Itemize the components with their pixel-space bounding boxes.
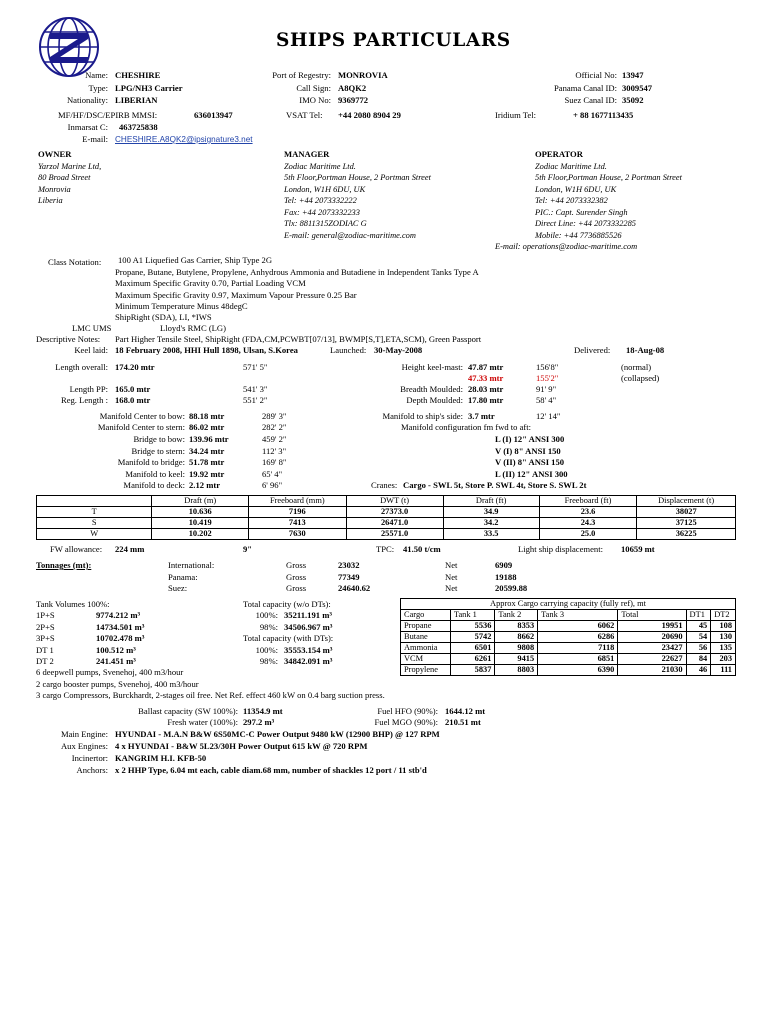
descriptive-notes-label: Descriptive Notes: [36, 334, 101, 344]
manifold-ft: 6' 96" [262, 480, 283, 490]
table-row [37, 507, 736, 518]
table-cell: 37125 [637, 518, 736, 529]
pumps-line: 2 cargo booster pumps, Svenehoj, 400 m3/hour [36, 679, 199, 689]
mmsi-label: MF/HF/DSC/EPIRB MMSI: [58, 110, 158, 120]
table-row [37, 529, 736, 540]
total-w-98-label: 98%: [259, 656, 278, 666]
depth-moulded-ft: 58' 4" [536, 395, 557, 405]
pumps-line: 3 cargo Compressors, Burckhardt, 2-stages oil free. Net Ref. effect 460 kW on 0.4 barg suction press. [36, 690, 385, 700]
tonnage-name: Suez: [168, 583, 188, 593]
tank-name: DT 1 [36, 645, 54, 655]
nationality-label: Nationality: [66, 95, 108, 105]
ballast-capacity: 11354.9 mt [243, 706, 283, 716]
manager-line: London, W1H 6DU, UK [284, 185, 366, 194]
table-cell: 7630 [249, 529, 347, 540]
cranes-label: Cranes: [371, 480, 398, 490]
keel-mast-collapsed: 47.33 mtr [468, 373, 504, 383]
operator-email: E-mail: operations@zodiac-maritime.com [495, 242, 638, 251]
email-label: E-mail: [82, 134, 108, 144]
iridium-label: Iridium Tel: [495, 110, 537, 120]
manifold-ft: 459' 2" [262, 434, 287, 444]
class-line: Maximum Specific Gravity 0.97, Maximum Vapour Pressure 0.25 Bar [115, 290, 357, 300]
class-line: Minimum Temperature Minus 48degC [115, 301, 248, 311]
fw-allowance: 224 mm [115, 544, 145, 554]
table-cell: 54 [686, 632, 711, 643]
depth-moulded: 17.80 mtr [468, 395, 504, 405]
manifold-label: Manifold to deck: [123, 480, 185, 490]
fresh-water: 297.2 m³ [243, 717, 275, 727]
table-header-cell: Cargo [401, 610, 451, 621]
manifold-label: Manifold Center to stern: [97, 422, 185, 432]
company-logo [38, 16, 100, 78]
manifold-side-label: Manifold to ship's side: [382, 411, 463, 421]
suez-label: Suez Canal ID: [564, 95, 617, 105]
aux-engines: 4 x HYUNDAI - B&W 5L23/30H Power Output 615 kW @ 720 RPM [115, 741, 368, 751]
table-row [401, 632, 736, 643]
breadth-moulded-ft: 91' 9" [536, 384, 557, 394]
length-pp: 165.0 mtr [115, 384, 151, 394]
tpc: 41.50 t/cm [403, 544, 441, 554]
manifold-value: 34.24 mtr [189, 446, 225, 456]
imo-number: 9369772 [338, 95, 369, 105]
class-line: Propane, Butane, Butylene, Propylene, Anhydrous Ammonia and Butadiene in Independent Tanks Type A [115, 267, 479, 277]
manifold-label: Bridge to bow: [133, 434, 185, 444]
operator-line: 5th Floor,Portman House, 2 Portman Street [535, 173, 682, 182]
manifold-value: 2.12 mtr [189, 480, 221, 490]
operator-line: London, W1H 6DU, UK [535, 185, 617, 194]
imo-label: IMO No: [299, 95, 331, 105]
class-notation-label: Class Notation: [48, 257, 102, 267]
fuel-hfo: 1644.12 mt [445, 706, 486, 716]
tank-name: 1P+S [36, 610, 55, 620]
suez-id: 35092 [622, 95, 644, 105]
table-caption-row [401, 599, 736, 610]
manifold-config: V (II) 8" ANSI 150 [495, 457, 565, 467]
manager-line: Tlx: 8811315ZODIAC G [284, 219, 367, 228]
panama-label: Panama Canal ID: [553, 83, 617, 93]
manifold-value: 51.78 mtr [189, 457, 225, 467]
fuel-mgo: 210.51 mt [445, 717, 481, 727]
table-cell: 38027 [637, 507, 736, 518]
tpc-label: TPC: [376, 544, 395, 554]
manager-line: E-mail: general@zodiac-maritime.com [284, 231, 416, 240]
vsat-label: VSAT Tel: [286, 110, 323, 120]
cranes: Cargo - SWL 5t, Store P. SWL 4t, Store S. SWL 2t [403, 480, 587, 490]
operator-heading: OPERATOR [535, 149, 583, 159]
tank-name: DT 2 [36, 656, 54, 666]
keel-mast-collapsed-ft: 155'2" [536, 373, 559, 383]
tonnage-gross: 77349 [338, 572, 360, 582]
table-cell: 10.202 [152, 529, 249, 540]
tank-volume: 9774.212 m³ [96, 610, 141, 620]
manifold-value: 139.96 mtr [189, 434, 229, 444]
table-cell: 9808 [495, 643, 538, 654]
delivered: 18-Aug-08 [626, 345, 665, 355]
operator-line: Direct Line: +44 2073332285 [535, 219, 636, 228]
manifold-ft: 65' 4" [262, 469, 283, 479]
table-cell: 5536 [450, 621, 495, 632]
main-engine: HYUNDAI - M.A.N B&W 6S50MC-C Power Output 9480 kW (12900 BHP) @ 127 RPM [115, 729, 440, 739]
cargo-capacity-table [400, 598, 736, 676]
table-header-cell [37, 496, 152, 507]
tonnage-gross: 23032 [338, 560, 360, 570]
manifold-value: 88.18 mtr [189, 411, 225, 421]
total-w-100: 35553.154 m³ [284, 645, 333, 655]
tonnage-net-label: Net [445, 583, 458, 593]
iridium-tel: + 88 1677113435 [573, 110, 634, 120]
table-header-row [37, 496, 736, 507]
length-overall: 174.20 mtr [115, 362, 155, 372]
lloyds-rmc: Lloyd's RMC (LG) [160, 323, 227, 333]
owner-line: Yarzol Marine Ltd, [38, 162, 102, 171]
owner-line: 80 Broad Street [38, 173, 91, 182]
table-header-row [401, 610, 736, 621]
incinerator: KANGRIM H.I. KFB-50 [115, 753, 207, 763]
manifold-label: Manifold to bridge: [117, 457, 185, 467]
manifold-config-label: Manifold configuration fm fwd to aft: [401, 422, 532, 432]
total-w-label: Total capacity (with DTs): [243, 633, 334, 643]
table-cell: 34.9 [443, 507, 539, 518]
anchors: x 2 HHP Type, 6.04 mt each, cable diam.68 mm, number of shackles 12 port / 11 stb'd [115, 765, 427, 775]
table-header-cell: Tank 1 [450, 610, 495, 621]
inmarsat-c: 463725838 [119, 122, 158, 132]
pumps-line: 6 deepwell pumps, Svenehoj, 400 m3/hour [36, 667, 184, 677]
panama-id: 3009547 [622, 83, 653, 93]
keel-mast-normal: 47.87 mtr [468, 362, 504, 372]
table-cell: 25571.0 [346, 529, 443, 540]
port-of-registry: MONROVIA [338, 70, 388, 80]
fw-allowance-label: FW allowance: [50, 544, 103, 554]
table-cell: S [37, 518, 152, 529]
table-cell: 6062 [538, 621, 618, 632]
table-cell: 111 [711, 665, 736, 676]
table-cell: 23.6 [539, 507, 637, 518]
mgo-label: Fuel MGO (90%): [374, 717, 438, 727]
hfo-label: Fuel HFO (90%): [377, 706, 438, 716]
owner-line: Monrovia [38, 185, 71, 194]
delivered-label: Delivered: [574, 345, 611, 355]
table-cell: 108 [711, 621, 736, 632]
operator-line: Mobile: +44 7736885526 [535, 231, 622, 240]
table-header-cell: Tank 2 [495, 610, 538, 621]
tonnage-net-label: Net [445, 572, 458, 582]
official-label: Official No: [575, 70, 617, 80]
call-sign: A8QK2 [338, 83, 367, 93]
tonnage-net-label: Net [445, 560, 458, 570]
tank-name: 3P+S [36, 633, 55, 643]
table-cell: 203 [711, 654, 736, 665]
table-cell: 27373.0 [346, 507, 443, 518]
official-number: 13947 [622, 70, 644, 80]
name-label: Name: [85, 70, 108, 80]
table-cell: W [37, 529, 152, 540]
length-pp-ft: 541' 3" [243, 384, 268, 394]
table-cell: 33.5 [443, 529, 539, 540]
table-cell: 34.2 [443, 518, 539, 529]
tank-volumes-label: Tank Volumes 100%: [36, 599, 110, 609]
reg-length: 168.0 mtr [115, 395, 151, 405]
table-cell: VCM [401, 654, 451, 665]
ship-type: LPG/NH3 Carrier [115, 83, 183, 93]
tonnage-gross-label: Gross [286, 572, 307, 582]
table-cell: 10.419 [152, 518, 249, 529]
table-cell: T [37, 507, 152, 518]
total-wo-98: 34506.967 m³ [284, 622, 333, 632]
table-header-cell: DT2 [711, 610, 736, 621]
main-engine-label: Main Engine: [60, 729, 108, 739]
ship-email-link[interactable]: CHESHIRE.A8QK2@ipsignature3.net [115, 135, 253, 144]
reg-length-ft: 551' 2" [243, 395, 268, 405]
table-cell: 23427 [618, 643, 686, 654]
light-ship-label: Light ship displacement: [518, 544, 603, 554]
table-header-cell: Draft (m) [152, 496, 249, 507]
manifold-label: Manifold Center to bow: [99, 411, 185, 421]
manifold-config: V (I) 8" ANSI 150 [495, 446, 561, 456]
keel-mast-normal-ft: 156'8" [536, 362, 559, 372]
table-row [401, 621, 736, 632]
class-line: 100 A1 Liquefied Gas Carrier, Ship Type 2G [118, 255, 273, 265]
keel-mast-label: Height keel-mast: [401, 362, 463, 372]
tank-volume: 10702.478 m³ [96, 633, 145, 643]
ship-name: CHESHIRE [115, 70, 161, 80]
owner-line: Liberia [38, 196, 63, 205]
manifold-ft: 112' 3" [262, 446, 287, 456]
table-cell: 6286 [538, 632, 618, 643]
table-cell: 56 [686, 643, 711, 654]
manager-line: Zodiac Maritime Ltd. [284, 162, 356, 171]
manager-heading: MANAGER [284, 149, 330, 159]
table-cell: 45 [686, 621, 711, 632]
table-header-cell: Total [618, 610, 686, 621]
tonnage-name: Panama: [168, 572, 198, 582]
keel-laid-label: Keel laid: [74, 345, 108, 355]
manifold-value: 86.02 mtr [189, 422, 225, 432]
length-overall-ft: 571' 5" [243, 362, 268, 372]
fw-allowance-inch: 9" [243, 544, 253, 554]
total-w-98: 34842.091 m³ [284, 656, 333, 666]
tonnage-gross: 24640.62 [338, 583, 371, 593]
total-w-100-label: 100%: [255, 645, 278, 655]
tank-volume: 14734.501 m³ [96, 622, 145, 632]
callsign-label: Call Sign: [296, 83, 331, 93]
type-label: Type: [88, 83, 108, 93]
table-cell: 6390 [538, 665, 618, 676]
table-caption: Approx Cargo carrying capacity (fully ref), mt [401, 599, 736, 610]
keel-laid: 18 February 2008, HHI Hull 1898, Ulsan, S.Korea [115, 345, 298, 355]
manifold-ft: 282' 2" [262, 422, 287, 432]
table-row [401, 654, 736, 665]
table-cell: 46 [686, 665, 711, 676]
tank-volume: 241.451 m³ [96, 656, 136, 666]
reg-length-label: Reg. Length : [60, 395, 108, 405]
table-cell: 7413 [249, 518, 347, 529]
lpp-label: Length PP: [69, 384, 108, 394]
manifold-config: L (II) 12" ANSI 300 [495, 469, 568, 479]
tonnage-name: International: [168, 560, 215, 570]
operator-line: Tel: +44 2073332382 [535, 196, 608, 205]
table-cell: 5837 [450, 665, 495, 676]
table-cell: Ammonia [401, 643, 451, 654]
table-cell: 24.3 [539, 518, 637, 529]
table-cell: 8662 [495, 632, 538, 643]
total-wo-label: Total capacity (w/o DTs): [243, 599, 331, 609]
total-wo-100: 35211.191 m³ [284, 610, 332, 620]
tonnage-gross-label: Gross [286, 583, 307, 593]
tank-volume: 100.512 m³ [96, 645, 136, 655]
table-cell: 8803 [495, 665, 538, 676]
tonnage-net: 20599.88 [495, 583, 528, 593]
table-cell: 8353 [495, 621, 538, 632]
vsat-tel: +44 2080 8904 29 [338, 110, 401, 120]
manager-line: 5th Floor,Portman House, 2 Portman Street [284, 173, 431, 182]
anchors-label: Anchors: [76, 765, 108, 775]
table-cell: 36225 [637, 529, 736, 540]
total-wo-100-label: 100%: [255, 610, 278, 620]
owner-heading: OWNER [38, 149, 72, 159]
manifold-label: Manifold to keel: [125, 469, 185, 479]
table-cell: 135 [711, 643, 736, 654]
table-header-cell: DWT (t) [346, 496, 443, 507]
keel-mast-collapsed-note: (collapsed) [621, 373, 660, 383]
total-wo-98-label: 98%: [259, 622, 278, 632]
lmc-ums: LMC UMS [72, 323, 112, 333]
table-cell: Butane [401, 632, 451, 643]
table-cell: 5742 [450, 632, 495, 643]
keel-mast-normal-note: (normal) [621, 362, 652, 372]
fresh-water-label: Fresh water (100%): [167, 717, 238, 727]
manager-line: Fax: +44 2073332233 [284, 208, 360, 217]
aux-engines-label: Aux Engines: [60, 741, 108, 751]
launched: 30-May-2008 [374, 345, 423, 355]
table-cell: 84 [686, 654, 711, 665]
table-cell: 6261 [450, 654, 495, 665]
manifold-config: L (I) 12" ANSI 300 [495, 434, 565, 444]
draft-table [36, 495, 736, 540]
table-cell: 10.636 [152, 507, 249, 518]
table-header-cell: Draft (ft) [443, 496, 539, 507]
table-cell: 6851 [538, 654, 618, 665]
table-row [401, 643, 736, 654]
breadth-label: Breadth Moulded: [400, 384, 463, 394]
manifold-side: 3.7 mtr [468, 411, 495, 421]
descriptive-notes: Part Higher Tensile Steel, ShipRight (FDA,CM,PCWBT[07/13], BWMP[S,T],ETA,SCM), Green Passport [115, 334, 482, 344]
class-line: Maximum Specific Gravity 0.70, Partial Loading VCM [115, 278, 306, 288]
table-header-cell: Freeboard (mm) [249, 496, 347, 507]
table-cell: 9415 [495, 654, 538, 665]
table-cell: 19951 [618, 621, 686, 632]
table-cell: 130 [711, 632, 736, 643]
tank-name: 2P+S [36, 622, 55, 632]
manifold-ft: 289' 3" [262, 411, 287, 421]
operator-line: Zodiac Maritime Ltd. [535, 162, 607, 171]
manifold-ft: 169' 8" [262, 457, 287, 467]
table-cell: 22627 [618, 654, 686, 665]
table-cell: 26471.0 [346, 518, 443, 529]
table-cell: 7118 [538, 643, 618, 654]
table-cell: 6501 [450, 643, 495, 654]
table-header-cell: Displacement (t) [637, 496, 736, 507]
tonnage-net: 6909 [495, 560, 513, 570]
operator-line: PIC.: Capt. Surender Singh [535, 208, 628, 217]
table-cell: Propane [401, 621, 451, 632]
incinerator-label: Incinertor: [71, 753, 108, 763]
tonnages-label: Tonnages (mt): [36, 560, 92, 570]
tonnage-net: 19188 [495, 572, 517, 582]
loa-label: Length overall: [55, 362, 108, 372]
manifold-side-ft: 12' 14" [536, 411, 561, 421]
table-row [401, 665, 736, 676]
table-cell: 21030 [618, 665, 686, 676]
table-header-cell: DT1 [686, 610, 711, 621]
nationality: LIBERIAN [115, 95, 158, 105]
table-header-cell: Tank 3 [538, 610, 618, 621]
inmarsat-label: Inmarsat C: [67, 122, 108, 132]
ballast-label: Ballast capacity (SW 100%): [138, 706, 238, 716]
table-header-cell: Freeboard (ft) [539, 496, 637, 507]
light-ship-displacement: 10659 mt [621, 544, 655, 554]
table-cell: 20690 [618, 632, 686, 643]
launched-label: Launched: [330, 345, 367, 355]
manifold-value: 19.92 mtr [189, 469, 225, 479]
mmsi: 636013947 [194, 110, 233, 120]
manager-line: Tel: +44 2073332222 [284, 196, 357, 205]
manifold-label: Bridge to stern: [131, 446, 185, 456]
breadth-moulded: 28.03 mtr [468, 384, 504, 394]
table-row [37, 518, 736, 529]
table-cell: 7196 [249, 507, 347, 518]
page-title: SHIPS PARTICULARS [276, 30, 511, 51]
tonnage-gross-label: Gross [286, 560, 307, 570]
table-cell: 25.0 [539, 529, 637, 540]
table-cell: Propylene [401, 665, 451, 676]
port-label: Port of Regestry: [272, 70, 331, 80]
depth-label: Depth Moulded: [406, 395, 463, 405]
class-line: ShipRight (SDA), LI, *IWS [115, 312, 212, 322]
